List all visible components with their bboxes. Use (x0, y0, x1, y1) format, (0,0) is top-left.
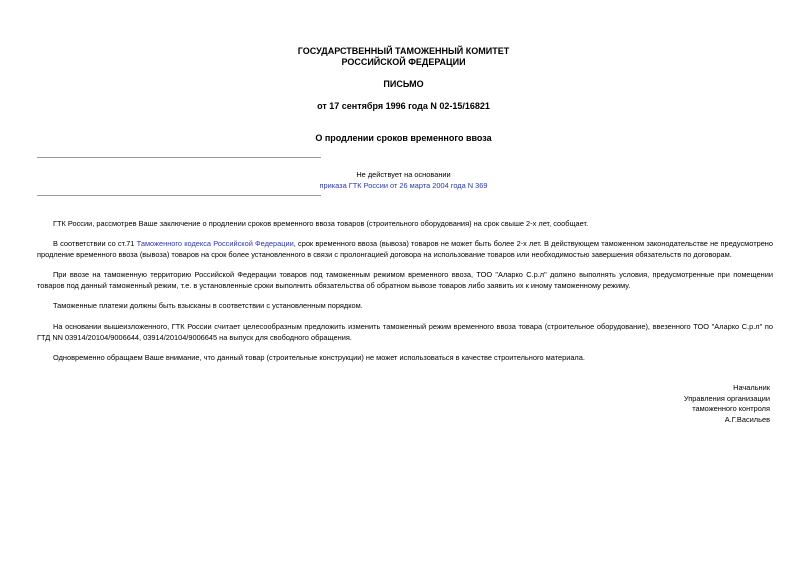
paragraph-3 (37, 269, 773, 291)
document-subject: О продлении сроков временного ввоза (315, 133, 492, 143)
paragraph-3-text: При ввозе на таможенную территорию Российской Федерации товаров под таможенным режимом временного ввоза, ТОО "Аларко С.р.л" должно выполнять условия, предусмотренные при помещении товаров под данный таможенный режим, т.е. в установленные сроки выполнить обязательства об обратном вывозе товаров либо заявить их к иному таможенному режиму. (37, 270, 773, 290)
status-note-line2 (0, 181, 807, 191)
divider-top (37, 157, 321, 158)
customs-code-link[interactable]: Таможенного кодекса Российской Федерации (136, 239, 294, 248)
repeal-order-link[interactable]: приказа ГТК России от 26 марта 2004 года N 369 (319, 181, 488, 190)
document-date-number: от 17 сентября 1996 года N 02-15/16821 (317, 101, 490, 111)
issuer-name-line1: ГОСУДАРСТВЕННЫЙ ТАМОЖЕННЫЙ КОМИТЕТ (297, 46, 510, 56)
signature-block (684, 383, 770, 425)
signatory-title: Начальник (733, 383, 770, 392)
paragraph-2-text-end: , срок временного ввоза (вывоза) товаров не может быть более 2-х лет. В действующем таможенном законодательстве не предусмотрено продление временного ввоза (вывоза) товаров на срок более установленного в связи с пролонгацией договора на использование товаров или необходимостью завершения обязательств по договорам. (37, 239, 773, 259)
paragraph-5-text: На основании вышеизложенного, ГТК России считает целесообразным предложить изменить таможенный режим временного ввоза товара (строительное оборудование), ввезенного ТОО "Аларко С.р.л" по ГТД NN 03914/20104/9006644, 03914/20104/9006645 на выпуск для свободного обращения. (37, 322, 773, 342)
issuer-name-line2: РОССИЙСКОЙ ФЕДЕРАЦИИ (341, 57, 466, 67)
paragraph-6-text: Одновременно обращаем Ваше внимание, что данный товар (строительные конструкции) не может использоваться в качестве строительного материала. (53, 353, 585, 362)
status-note-text: Не действует на основании (356, 170, 451, 179)
signatory-department: Управления организации (683, 393, 770, 403)
paragraph-1-text: ГТК России, рассмотрев Ваше заключение о продлении сроков временного ввоза товаров (строительного оборудования) на срок свыше 2-х лет, сообщает. (53, 219, 589, 228)
paragraph-1 (37, 218, 773, 229)
paragraph-6 (37, 352, 773, 363)
paragraph-2 (37, 238, 773, 260)
paragraph-4 (37, 300, 773, 311)
paragraph-2-text-start: В соответствии со ст.71 (53, 239, 137, 248)
paragraph-5 (37, 321, 773, 343)
signatory-name: А.Г.Васильев (724, 414, 770, 424)
paragraph-4-text: Таможенные платежи должны быть взысканы в соответствии с установленным порядком. (53, 301, 363, 310)
signatory-department-cont: таможенного контроля (692, 404, 770, 413)
document-type: ПИСЬМО (383, 79, 424, 89)
divider-bottom (37, 195, 321, 196)
